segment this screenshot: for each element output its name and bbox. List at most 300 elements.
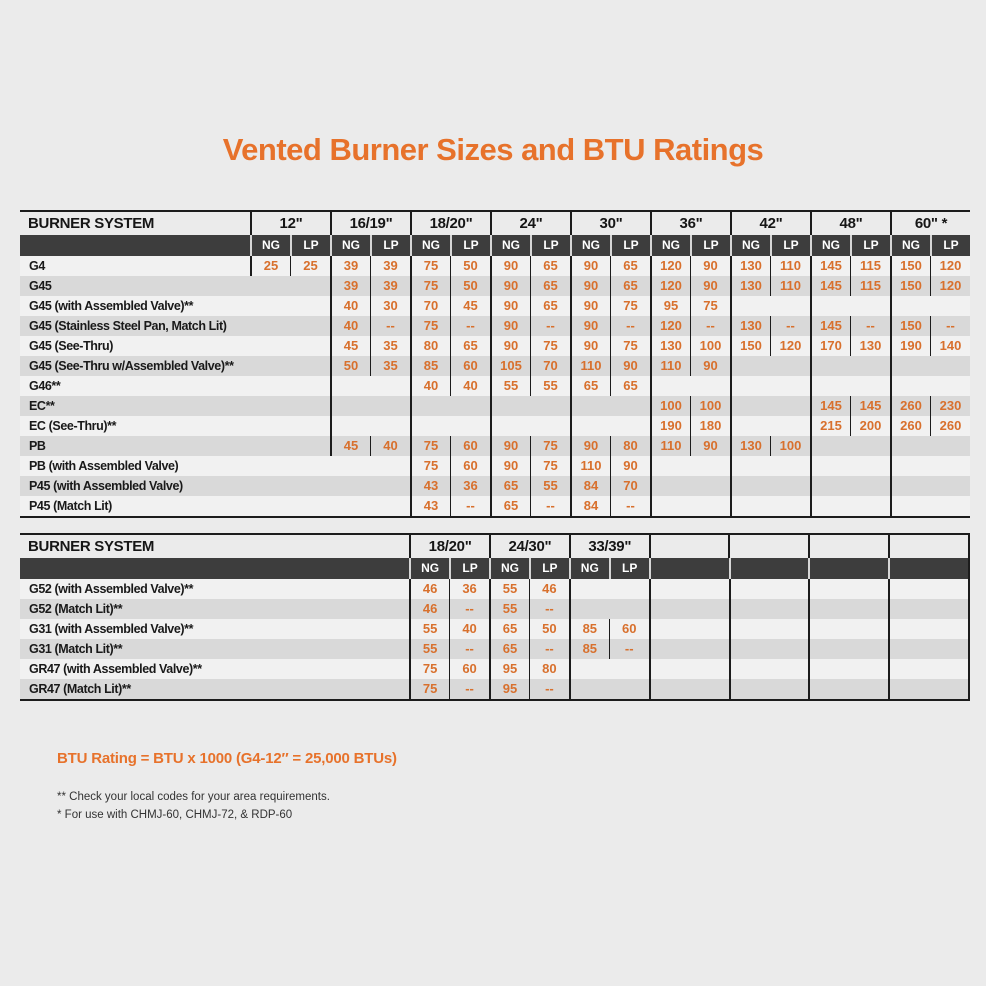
btu-value-cell: 50 [529,619,569,639]
btu-value-cell [810,376,850,396]
btu-value-cell [770,416,810,436]
table-row [20,376,970,396]
btu-value-cell [570,416,610,436]
btu-value-cell [610,416,650,436]
btu-value-cell [609,679,649,699]
btu-value-cell [730,456,770,476]
btu-value-cell [810,496,850,516]
btu-value-cell: 75 [530,456,570,476]
btu-value-cell: 85 [569,639,609,659]
btu-value-cell: 75 [610,296,650,316]
btu-value-cell [810,476,850,496]
btu-value-cell: 130 [730,316,770,336]
burner-name-cell: PB (with Assembled Valve) [29,459,179,473]
table-row [20,356,970,376]
burner-name-cell: G45 (with Assembled Valve)** [29,299,194,313]
btu-value-cell: 25 [250,256,290,276]
btu-value-cell: 130 [730,256,770,276]
btu-value-cell: -- [609,639,649,659]
band-phantom-cell [808,558,888,579]
btu-value-cell: 75 [530,336,570,356]
btu-value-cell: 65 [530,296,570,316]
size-header-row [20,212,970,235]
btu-value-cell [530,416,570,436]
btu-value-cell: 140 [930,336,970,356]
btu-value-cell [290,436,330,456]
table-row [20,679,970,699]
btu-value-cell: 90 [490,256,530,276]
btu-value-cell: -- [690,316,730,336]
table-row [20,619,970,639]
btu-value-cell: 65 [610,256,650,276]
btu-value-cell: -- [449,599,489,619]
btu-value-cell [850,456,890,476]
burner-name-cell: G52 (with Assembled Valve)** [29,582,194,596]
btu-value-cell: 90 [610,356,650,376]
band-spacer [20,558,409,579]
btu-value-cell [810,436,850,456]
btu-value-cell: 260 [890,396,930,416]
btu-value-cell: 75 [410,436,450,456]
burner-name-cell: GR47 (with Assembled Valve)** [29,662,202,676]
btu-value-cell: 90 [490,436,530,456]
btu-value-cell: 85 [410,356,450,376]
btu-value-cell: 90 [490,336,530,356]
phantom-cell [808,679,888,699]
btu-value-cell: 145 [850,396,890,416]
btu-value-cell [930,476,970,496]
btu-value-cell [890,436,930,456]
phantom-cell [808,579,888,599]
burner-name-cell: G45 (See-Thru) [29,339,113,353]
btu-value-cell [330,416,370,436]
phantom-cell [888,599,968,619]
btu-value-cell [890,456,930,476]
btu-value-cell: 75 [410,316,450,336]
gas-type-header-cell: NG [489,558,529,579]
btu-value-cell: 65 [530,256,570,276]
btu-value-cell: 110 [770,256,810,276]
phantom-cell [729,619,809,639]
gas-type-header-cell: LP [610,235,650,256]
btu-value-cell [850,496,890,516]
band-spacer [20,235,250,256]
btu-value-cell: 45 [330,336,370,356]
btu-value-cell: 84 [570,476,610,496]
btu-value-cell: 39 [330,276,370,296]
btu-value-cell: -- [450,496,490,516]
btu-value-cell: 46 [409,579,449,599]
table-row [20,496,970,516]
btu-value-cell [770,456,810,476]
btu-value-cell [850,356,890,376]
btu-value-cell: 150 [890,276,930,296]
gas-type-header-cell: LP [449,558,489,579]
gas-type-header-cell: NG [490,235,530,256]
burner-name-cell: G45 [29,279,52,293]
btu-value-cell [930,436,970,456]
gas-type-header-cell: LP [770,235,810,256]
btu-value-cell [250,476,290,496]
btu-value-cell: 105 [490,356,530,376]
btu-value-cell: 36 [450,476,490,496]
phantom-cell [808,659,888,679]
btu-value-cell: 55 [489,579,529,599]
btu-value-cell: 145 [810,276,850,296]
btu-value-cell: 39 [370,276,410,296]
btu-value-cell: 90 [490,316,530,336]
btu-value-cell: 55 [490,376,530,396]
btu-value-cell [290,356,330,376]
gas-type-header-cell: NG [810,235,850,256]
btu-value-cell: 145 [810,396,850,416]
btu-value-cell [330,496,370,516]
btu-value-cell: 260 [930,416,970,436]
footnote-local-codes: ** Check your local codes for your area requirements. [57,791,330,803]
gas-type-header-cell: NG [570,235,610,256]
btu-value-cell [290,416,330,436]
btu-value-cell: 50 [450,256,490,276]
burner-name-cell: EC (See-Thru)** [29,419,117,433]
burner-name-cell: EC** [29,399,55,413]
btu-value-cell: 36 [449,579,489,599]
btu-value-cell: 100 [770,436,810,456]
btu-value-cell [770,476,810,496]
btu-value-cell: 200 [850,416,890,436]
btu-value-cell: 260 [890,416,930,436]
btu-value-cell [250,276,290,296]
burner-system-header: BURNER SYSTEM [28,215,155,232]
btu-value-cell: 75 [690,296,730,316]
btu-value-cell: 120 [930,256,970,276]
btu-value-cell: 120 [650,316,690,336]
btu-value-cell: 150 [890,316,930,336]
burner-name-cell: GR47 (Match Lit)** [29,682,131,696]
btu-value-cell: 95 [489,679,529,699]
btu-value-cell: 60 [450,356,490,376]
burner-name-cell: G31 (Match Lit)** [29,642,123,656]
btu-value-cell: 110 [570,356,610,376]
btu-value-cell: 150 [730,336,770,356]
btu-value-cell [290,316,330,336]
btu-value-cell [730,376,770,396]
btu-value-cell [569,659,609,679]
btu-value-cell [290,296,330,316]
btu-value-cell [650,476,690,496]
band-phantom-cell [729,558,809,579]
btu-value-cell [650,456,690,476]
btu-value-cell: 43 [410,476,450,496]
btu-value-cell: -- [610,316,650,336]
btu-value-cell: 170 [810,336,850,356]
table-row [20,456,970,476]
size-header-cell: 12" [250,212,330,235]
size-header-cell: 24" [490,212,570,235]
btu-value-cell [370,396,410,416]
btu-value-cell: -- [850,316,890,336]
btu-value-cell [930,496,970,516]
btu-value-cell: 100 [690,336,730,356]
btu-value-cell [810,356,850,376]
btu-value-cell [890,296,930,316]
btu-value-cell: 90 [490,296,530,316]
phantom-cell [729,599,809,619]
btu-value-cell: 55 [530,476,570,496]
btu-value-cell: 130 [730,436,770,456]
phantom-cell [729,639,809,659]
btu-value-cell: 90 [570,296,610,316]
table-row [20,476,970,496]
btu-value-cell: -- [529,679,569,699]
table-row [20,436,970,456]
burner-name-cell: G46** [29,379,61,393]
size-header-cell: 18/20" [409,535,489,558]
gas-type-header-cell: NG [250,235,290,256]
btu-value-cell: 80 [529,659,569,679]
btu-value-cell: 70 [610,476,650,496]
btu-value-cell [290,336,330,356]
btu-value-cell [930,356,970,376]
btu-value-cell: 75 [410,276,450,296]
btu-value-cell: -- [529,639,569,659]
btu-value-cell [250,496,290,516]
phantom-cell [649,579,729,599]
burner-name-cell: G45 (Stainless Steel Pan, Match Lit) [29,319,227,333]
page-title: Vented Burner Sizes and BTU Ratings [222,132,764,167]
btu-value-cell [770,296,810,316]
table-row [20,256,970,276]
btu-value-cell: 115 [850,276,890,296]
btu-value-cell: 70 [410,296,450,316]
table-row [20,579,970,599]
size-header-cell: 36" [650,212,730,235]
btu-value-cell [609,599,649,619]
phantom-cell [729,659,809,679]
btu-value-cell [290,476,330,496]
phantom-cell [888,639,968,659]
btu-value-cell [650,376,690,396]
btu-value-cell: 55 [409,619,449,639]
btu-value-cell [450,416,490,436]
btu-value-cell: 75 [409,679,449,699]
btu-value-cell [490,416,530,436]
btu-value-cell: 60 [450,456,490,476]
btu-value-cell: 35 [370,356,410,376]
btu-value-cell: 65 [530,276,570,296]
size-header-cell: 33/39" [569,535,649,558]
phantom-cell [808,639,888,659]
btu-value-cell: 90 [690,276,730,296]
btu-value-cell [330,376,370,396]
btu-value-cell: 130 [730,276,770,296]
btu-value-cell: 110 [650,436,690,456]
gas-type-header-cell: NG [409,558,449,579]
size-header-cell: 18/20" [410,212,490,235]
btu-value-cell [730,476,770,496]
btu-value-cell: -- [930,316,970,336]
btu-value-cell [250,356,290,376]
btu-value-cell [450,396,490,416]
gas-type-header-cell: LP [609,558,649,579]
btu-value-cell: 80 [410,336,450,356]
btu-value-cell [250,436,290,456]
btu-value-cell [609,659,649,679]
btu-rating-note: BTU Rating = BTU x 1000 (G4-12″ = 25,000 BTUs) [57,750,397,767]
btu-value-cell: 46 [409,599,449,619]
btu-value-cell [770,496,810,516]
btu-value-cell: 215 [810,416,850,436]
btu-value-cell: 65 [489,619,529,639]
btu-value-cell [930,296,970,316]
btu-value-cell: 50 [330,356,370,376]
btu-value-cell [250,376,290,396]
size-header-cell [888,535,968,558]
phantom-cell [649,659,729,679]
btu-value-cell: 190 [650,416,690,436]
btu-value-cell [850,376,890,396]
btu-value-cell: 60 [450,436,490,456]
vented-burner-table-secondary [20,533,970,701]
burner-name-cell: G4 [29,259,45,273]
gas-type-header-cell: LP [290,235,330,256]
btu-value-cell: 90 [690,256,730,276]
btu-value-cell: 65 [610,276,650,296]
burner-name-cell: P45 (with Assembled Valve) [29,479,183,493]
size-header-cell: 48" [810,212,890,235]
table-row [20,296,970,316]
phantom-cell [729,679,809,699]
band-phantom-cell [649,558,729,579]
btu-value-cell [770,396,810,416]
btu-value-cell [610,396,650,416]
btu-value-cell: 43 [410,496,450,516]
btu-value-cell: 230 [930,396,970,416]
btu-value-cell: 95 [650,296,690,316]
btu-value-cell [890,376,930,396]
btu-value-cell: 65 [450,336,490,356]
phantom-cell [888,619,968,639]
btu-value-cell: 39 [330,256,370,276]
table-row [20,639,970,659]
btu-value-cell: 110 [650,356,690,376]
btu-value-cell: 90 [570,276,610,296]
btu-value-cell [370,456,410,476]
gas-type-header-cell: LP [370,235,410,256]
btu-value-cell: 70 [530,356,570,376]
btu-value-cell [609,579,649,599]
btu-value-cell [410,396,450,416]
btu-value-cell [250,416,290,436]
btu-value-cell [370,496,410,516]
phantom-cell [649,679,729,699]
btu-value-cell: 130 [650,336,690,356]
btu-value-cell: 120 [930,276,970,296]
btu-value-cell: 45 [330,436,370,456]
btu-value-cell: 40 [370,436,410,456]
btu-value-cell [330,396,370,416]
burner-name-cell: G45 (See-Thru w/Assembled Valve)** [29,359,234,373]
btu-value-cell [730,416,770,436]
size-header-cell [808,535,888,558]
btu-value-cell: 50 [450,276,490,296]
btu-value-cell: 40 [449,619,489,639]
phantom-cell [808,619,888,639]
btu-value-cell [250,396,290,416]
btu-value-cell: 80 [610,436,650,456]
btu-value-cell [530,396,570,416]
gas-type-header-cell: LP [529,558,569,579]
btu-value-cell: 25 [290,256,330,276]
btu-value-cell: 130 [850,336,890,356]
btu-value-cell: 110 [770,276,810,296]
gas-type-header-row [20,558,970,579]
btu-value-cell: 120 [650,276,690,296]
btu-value-cell [850,476,890,496]
btu-value-cell [290,376,330,396]
band-phantom-cell [888,558,968,579]
btu-value-cell: 75 [610,336,650,356]
btu-value-cell [930,456,970,476]
burner-name-cell: G31 (with Assembled Valve)** [29,622,194,636]
table-row [20,659,970,679]
btu-value-cell [730,296,770,316]
btu-value-cell [370,476,410,496]
size-header-cell: 42" [730,212,810,235]
phantom-cell [888,679,968,699]
btu-value-cell: -- [529,599,569,619]
btu-value-cell [569,599,609,619]
phantom-cell [888,579,968,599]
btu-value-cell [290,496,330,516]
btu-value-cell: 75 [530,436,570,456]
phantom-cell [729,579,809,599]
btu-value-cell [290,276,330,296]
btu-value-cell [250,316,290,336]
btu-value-cell [250,296,290,316]
gas-type-header-cell: LP [930,235,970,256]
btu-value-cell: 100 [690,396,730,416]
btu-value-cell: 90 [610,456,650,476]
btu-value-cell: 55 [530,376,570,396]
btu-value-cell: 115 [850,256,890,276]
btu-value-cell [810,296,850,316]
gas-type-header-row [20,235,970,256]
gas-type-header-cell: NG [410,235,450,256]
btu-value-cell [850,436,890,456]
size-header-cell: 30" [570,212,650,235]
btu-value-cell [770,356,810,376]
btu-value-cell: 90 [690,356,730,376]
btu-value-cell: 75 [410,456,450,476]
btu-value-cell: 35 [370,336,410,356]
gas-type-header-cell: NG [890,235,930,256]
btu-value-cell: 120 [770,336,810,356]
btu-value-cell: 90 [570,436,610,456]
btu-value-cell [290,456,330,476]
table-row [20,276,970,296]
btu-value-cell [890,356,930,376]
btu-value-cell: -- [449,679,489,699]
btu-value-cell: 75 [410,256,450,276]
btu-value-cell: 75 [409,659,449,679]
btu-value-cell: 55 [409,639,449,659]
size-header-cell: 16/19" [330,212,410,235]
size-header-cell: 60" * [890,212,970,235]
table-row [20,336,970,356]
gas-type-header-cell: NG [650,235,690,256]
gas-type-header-cell: LP [450,235,490,256]
btu-value-cell [330,476,370,496]
